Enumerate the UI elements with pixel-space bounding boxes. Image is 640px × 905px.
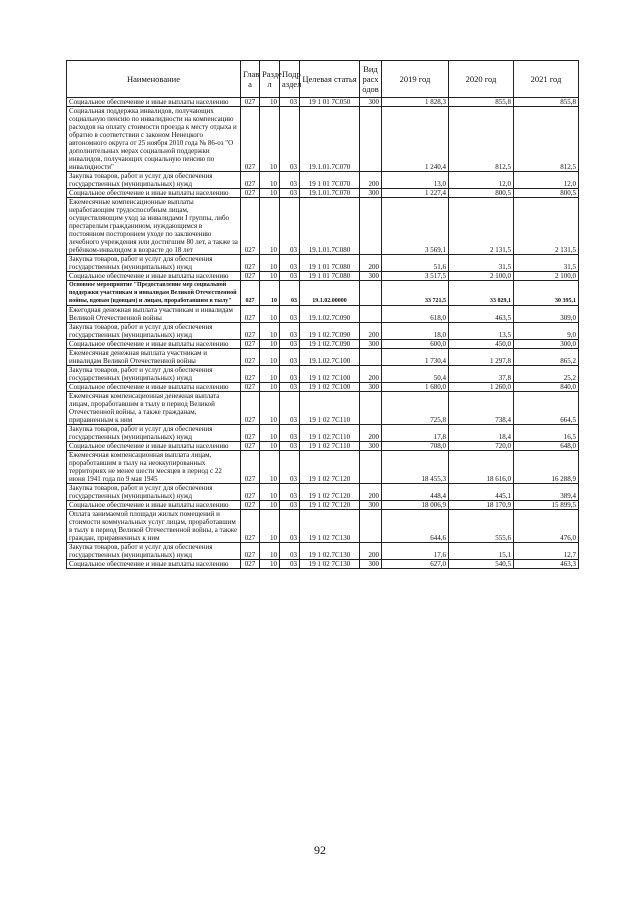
row-value-2019: 18,0 [382,323,449,340]
row-razdel: 10 [260,442,280,451]
row-vid: 200 [360,255,382,272]
row-razdel: 10 [260,543,280,560]
row-value-2020: 450,0 [449,340,514,349]
row-glava: 027 [241,484,260,501]
row-vid [360,349,382,366]
row-value-2021: 648,0 [514,442,579,451]
row-value-2020: 1 297,8 [449,349,514,366]
row-name: Социальное обеспечение и иные выплаты населению [67,340,241,349]
row-glava: 027 [241,172,260,189]
row-glava: 027 [241,255,260,272]
row-value-2020: 738,4 [449,392,514,425]
row-name: Закупка товаров, работ и услуг для обеспечения государственных (муниципальных) нужд [67,255,241,272]
header-2019: 2019 год [382,61,449,98]
row-glava: 027 [241,451,260,484]
row-name: Ежемесячная компенсационная выплата лицам, проработавшим в тылу на неоккупированных территориях не менее шести месяцев в период с 22 июня 1941 года по 9 мая 1945 [67,451,241,484]
row-value-2021: 25,2 [514,366,579,383]
row-vid [360,281,382,306]
row-vid: 200 [360,484,382,501]
table-row [67,172,579,189]
row-target: 19 1 02.7С130 [300,543,360,560]
row-value-2021: 2 100,0 [514,272,579,281]
row-value-2021: 30 395,1 [514,281,579,306]
row-razdel: 10 [260,272,280,281]
row-value-2021: 12,7 [514,543,579,560]
row-target: 19 1 02 7С110 [300,442,360,451]
row-target: 19 1 02.7С090 [300,340,360,349]
row-target: 19 1 02 7С100 [300,383,360,392]
row-glava: 027 [241,272,260,281]
row-podrazdel: 03 [280,107,300,172]
row-value-2020: 855,8 [449,98,514,107]
row-razdel: 10 [260,306,280,323]
row-vid: 300 [360,340,382,349]
row-razdel: 10 [260,501,280,510]
row-target: 19.1.02.00000 [300,281,360,306]
row-value-2021: 2 131,5 [514,198,579,255]
table-row [67,425,579,442]
row-value-2020: 2 100,0 [449,272,514,281]
row-podrazdel: 03 [280,484,300,501]
row-value-2021: 9,0 [514,323,579,340]
row-value-2021: 664,5 [514,392,579,425]
row-glava: 027 [241,323,260,340]
row-razdel: 10 [260,255,280,272]
row-razdel: 10 [260,107,280,172]
row-name: Закупка товаров, работ и услуг для обеспечения государственных (муниципальных) нужд [67,543,241,560]
row-razdel: 10 [260,189,280,198]
row-value-2021: 31,5 [514,255,579,272]
row-podrazdel: 03 [280,272,300,281]
row-razdel: 10 [260,198,280,255]
row-razdel: 10 [260,323,280,340]
row-razdel: 10 [260,340,280,349]
row-target: 19.1.01.7С080 [300,198,360,255]
row-target: 19.1.01.7С070 [300,107,360,172]
row-glava: 027 [241,349,260,366]
row-podrazdel: 03 [280,501,300,510]
row-value-2019: 1 680,0 [382,383,449,392]
row-value-2019: 725,8 [382,392,449,425]
row-razdel: 10 [260,366,280,383]
row-razdel: 10 [260,560,280,569]
row-value-2019: 51,6 [382,255,449,272]
header-vid: Вид расх одов [360,61,382,98]
row-podrazdel: 03 [280,340,300,349]
row-razdel: 10 [260,383,280,392]
header-2020: 2020 год [449,61,514,98]
row-glava: 027 [241,560,260,569]
row-vid [360,451,382,484]
row-value-2021: 865,2 [514,349,579,366]
row-podrazdel: 03 [280,425,300,442]
row-target: 19.1.02.7С090 [300,306,360,323]
row-name: Социальное обеспечение и иные выплаты населению [67,98,241,107]
row-value-2020: 720,0 [449,442,514,451]
row-value-2020: 15,1 [449,543,514,560]
row-razdel: 10 [260,425,280,442]
row-name: Социальное обеспечение и иные выплаты населению [67,560,241,569]
row-value-2019: 3 569,1 [382,198,449,255]
row-vid [360,510,382,543]
row-podrazdel: 03 [280,323,300,340]
row-name: Основное мероприятие "Предоставление мер социальной поддержки участникам и инвалидам Великой Отечественной войны, вдовам (вдовцам) и лицам, проработавшим в тылу" [67,281,241,306]
row-value-2019: 1 227,4 [382,189,449,198]
row-vid [360,198,382,255]
row-value-2019: 644,6 [382,510,449,543]
row-glava: 027 [241,366,260,383]
row-vid: 200 [360,366,382,383]
header-target: Целевая статья [300,61,360,98]
row-value-2019: 627,0 [382,560,449,569]
table-row [67,272,579,281]
budget-table [66,60,579,569]
row-glava: 027 [241,383,260,392]
row-name: Социальное обеспечение и иные выплаты населению [67,442,241,451]
row-value-2019: 708,0 [382,442,449,451]
row-glava: 027 [241,189,260,198]
table-row [67,198,579,255]
page-number: 92 [314,843,326,857]
row-vid [360,107,382,172]
table-row [67,383,579,392]
row-name: Социальное обеспечение и иные выплаты населению [67,272,241,281]
row-glava: 027 [241,340,260,349]
row-name: Социальная поддержка инвалидов, получающих социальную пенсию по инвалидности на компенсацию расходов на оплату стоимости проезда к месту отдыха и обратно в соответствии с законом Ненецкого автономного округа от 25 ноября 2010 года № 86-оз "О дополнительных мерах социальной поддержки инвалидов, получающих социальную пенсию по инвалидности" [67,107,241,172]
table-row [67,255,579,272]
row-value-2020: 555,6 [449,510,514,543]
row-vid: 300 [360,189,382,198]
row-value-2020: 18 170,9 [449,501,514,510]
row-target: 19 1 02 7С120 [300,451,360,484]
table-row [67,451,579,484]
row-value-2019: 618,0 [382,306,449,323]
row-value-2020: 1 260,0 [449,383,514,392]
header-2021: 2021 год [514,61,579,98]
row-value-2021: 16 288,9 [514,451,579,484]
row-value-2021: 855,8 [514,98,579,107]
row-value-2019: 18 455,3 [382,451,449,484]
row-value-2020: 463,5 [449,306,514,323]
header-glava: Глав а [241,61,260,98]
row-name: Закупка товаров, работ и услуг для обеспечения государственных (муниципальных) нужд [67,425,241,442]
row-podrazdel: 03 [280,366,300,383]
row-name: Ежемесячная денежная выплата участникам и инвалидам Великой Отечественной войны [67,349,241,366]
table-row [67,366,579,383]
row-target: 19 1 02 7С100 [300,366,360,383]
row-target: 19 1 01 7С080 [300,255,360,272]
table-row [67,442,579,451]
row-name: Ежемесячные компенсационные выплаты неработающим трудоспособным лицам, осуществляющим уход за инвалидами I группы, либо престарелым гражданином, нуждающимся в постоянном постороннем уходе по заключению лечебного учреждения или достигшим 80 лет, а также за ребёнком-инвалидом в возрасте до 18 лет [67,198,241,255]
row-value-2019: 1 730,4 [382,349,449,366]
row-vid [360,392,382,425]
row-value-2020: 37,8 [449,366,514,383]
row-glava: 027 [241,501,260,510]
row-value-2019: 18 006,9 [382,501,449,510]
row-vid: 300 [360,98,382,107]
row-value-2019: 33 721,5 [382,281,449,306]
row-value-2019: 50,4 [382,366,449,383]
row-value-2020: 800,5 [449,189,514,198]
row-razdel: 10 [260,281,280,306]
row-value-2020: 445,1 [449,484,514,501]
row-name: Социальное обеспечение и иные выплаты населению [67,501,241,510]
row-value-2021: 476,0 [514,510,579,543]
row-value-2021: 840,0 [514,383,579,392]
row-vid: 200 [360,543,382,560]
row-target: 19 1 02 7С120 [300,501,360,510]
row-value-2019: 448,4 [382,484,449,501]
row-glava: 027 [241,425,260,442]
row-glava: 027 [241,306,260,323]
row-vid: 300 [360,272,382,281]
row-podrazdel: 03 [280,306,300,323]
header-name: Наименование [67,61,241,98]
row-podrazdel: 03 [280,98,300,107]
row-razdel: 10 [260,172,280,189]
row-vid: 200 [360,323,382,340]
row-podrazdel: 03 [280,442,300,451]
row-name: Оплата занимаемой площади жилых помещений и стоимости коммунальных услуг лицам, проработавшим в тылу в период Великой Отечественной войны, а также граждан, приравненных к ним [67,510,241,543]
row-target: 19 1 02 7С110 [300,392,360,425]
row-value-2021: 15 899,5 [514,501,579,510]
row-vid: 300 [360,442,382,451]
table-header-row [67,61,579,98]
row-podrazdel: 03 [280,189,300,198]
row-value-2019: 13,0 [382,172,449,189]
table-row [67,107,579,172]
table-row [67,484,579,501]
table-row [67,306,579,323]
table-body [67,98,579,569]
row-name: Закупка товаров, работ и услуг для обеспечения государственных (муниципальных) нужд [67,172,241,189]
table-row [67,349,579,366]
row-value-2019: 1 828,3 [382,98,449,107]
row-vid: 300 [360,383,382,392]
row-glava: 027 [241,510,260,543]
row-podrazdel: 03 [280,383,300,392]
row-podrazdel: 03 [280,281,300,306]
row-target: 19 1 01 7С050 [300,98,360,107]
table-row [67,189,579,198]
row-podrazdel: 03 [280,560,300,569]
row-vid: 300 [360,560,382,569]
row-value-2020: 812,5 [449,107,514,172]
row-target: 19 1 01 7С070 [300,172,360,189]
row-value-2020: 2 131,5 [449,198,514,255]
row-value-2019: 600,0 [382,340,449,349]
table-row [67,543,579,560]
table-row [67,392,579,425]
row-value-2021: 812,5 [514,107,579,172]
row-podrazdel: 03 [280,349,300,366]
row-podrazdel: 03 [280,198,300,255]
row-podrazdel: 03 [280,451,300,484]
header-podrazdel: Подр аздел [280,61,300,98]
row-name: Закупка товаров, работ и услуг для обеспечения государственных (муниципальных) нужд [67,366,241,383]
row-value-2020: 31,5 [449,255,514,272]
row-value-2020: 18,4 [449,425,514,442]
row-glava: 027 [241,198,260,255]
row-value-2020: 540,5 [449,560,514,569]
row-target: 19 1 02 7С120 [300,484,360,501]
table-row [67,510,579,543]
row-razdel: 10 [260,98,280,107]
row-target: 19 1 02.7С090 [300,323,360,340]
row-vid: 300 [360,501,382,510]
table-row [67,98,579,107]
row-name: Ежемесячная компенсационная денежная выплата лицам, проработавшим в тылу в период Великой Отечественной войны, а также гражданам, приравненным к ним [67,392,241,425]
row-target: 19.1.01.7С070 [300,189,360,198]
row-razdel: 10 [260,451,280,484]
row-target: 19.1.02.7С100 [300,349,360,366]
row-value-2021: 463,3 [514,560,579,569]
row-vid [360,306,382,323]
table-row [67,560,579,569]
row-target: 19 1 02 7С130 [300,560,360,569]
table-row [67,281,579,306]
row-value-2020: 18 616,0 [449,451,514,484]
row-glava: 027 [241,392,260,425]
row-glava: 027 [241,281,260,306]
row-glava: 027 [241,543,260,560]
row-name: Закупка товаров, работ и услуг для обеспечения государственных (муниципальных) нужд [67,484,241,501]
row-razdel: 10 [260,510,280,543]
row-value-2020: 33 829,1 [449,281,514,306]
row-value-2019: 3 517,5 [382,272,449,281]
row-name: Социальное обеспечение и иные выплаты населению [67,383,241,392]
row-vid: 200 [360,172,382,189]
row-value-2021: 800,5 [514,189,579,198]
row-value-2019: 1 240,4 [382,107,449,172]
table-row [67,501,579,510]
row-value-2019: 17,6 [382,543,449,560]
row-glava: 027 [241,107,260,172]
row-podrazdel: 03 [280,392,300,425]
header-razdel: Разде л [260,61,280,98]
row-vid: 200 [360,425,382,442]
row-value-2020: 12,0 [449,172,514,189]
row-podrazdel: 03 [280,510,300,543]
row-razdel: 10 [260,484,280,501]
row-target: 19 1 01 7С080 [300,272,360,281]
row-value-2021: 300,0 [514,340,579,349]
table-row [67,340,579,349]
row-glava: 027 [241,98,260,107]
row-glava: 027 [241,442,260,451]
row-value-2021: 309,0 [514,306,579,323]
row-name: Закупка товаров, работ и услуг для обеспечения государственных (муниципальных) нужд [67,323,241,340]
row-name: Ежегодная денежная выплата участникам и инвалидам Великой Отечественной войны [67,306,241,323]
row-name: Социальное обеспечение и иные выплаты населению [67,189,241,198]
row-podrazdel: 03 [280,172,300,189]
row-value-2020: 13,5 [449,323,514,340]
row-value-2021: 12,0 [514,172,579,189]
row-podrazdel: 03 [280,255,300,272]
row-target: 19 1 02 7С130 [300,510,360,543]
table-row [67,323,579,340]
row-target: 19 1 02.7С110 [300,425,360,442]
row-value-2019: 17,8 [382,425,449,442]
row-razdel: 10 [260,392,280,425]
row-razdel: 10 [260,349,280,366]
row-value-2021: 389,4 [514,484,579,501]
row-podrazdel: 03 [280,543,300,560]
row-value-2021: 16,5 [514,425,579,442]
